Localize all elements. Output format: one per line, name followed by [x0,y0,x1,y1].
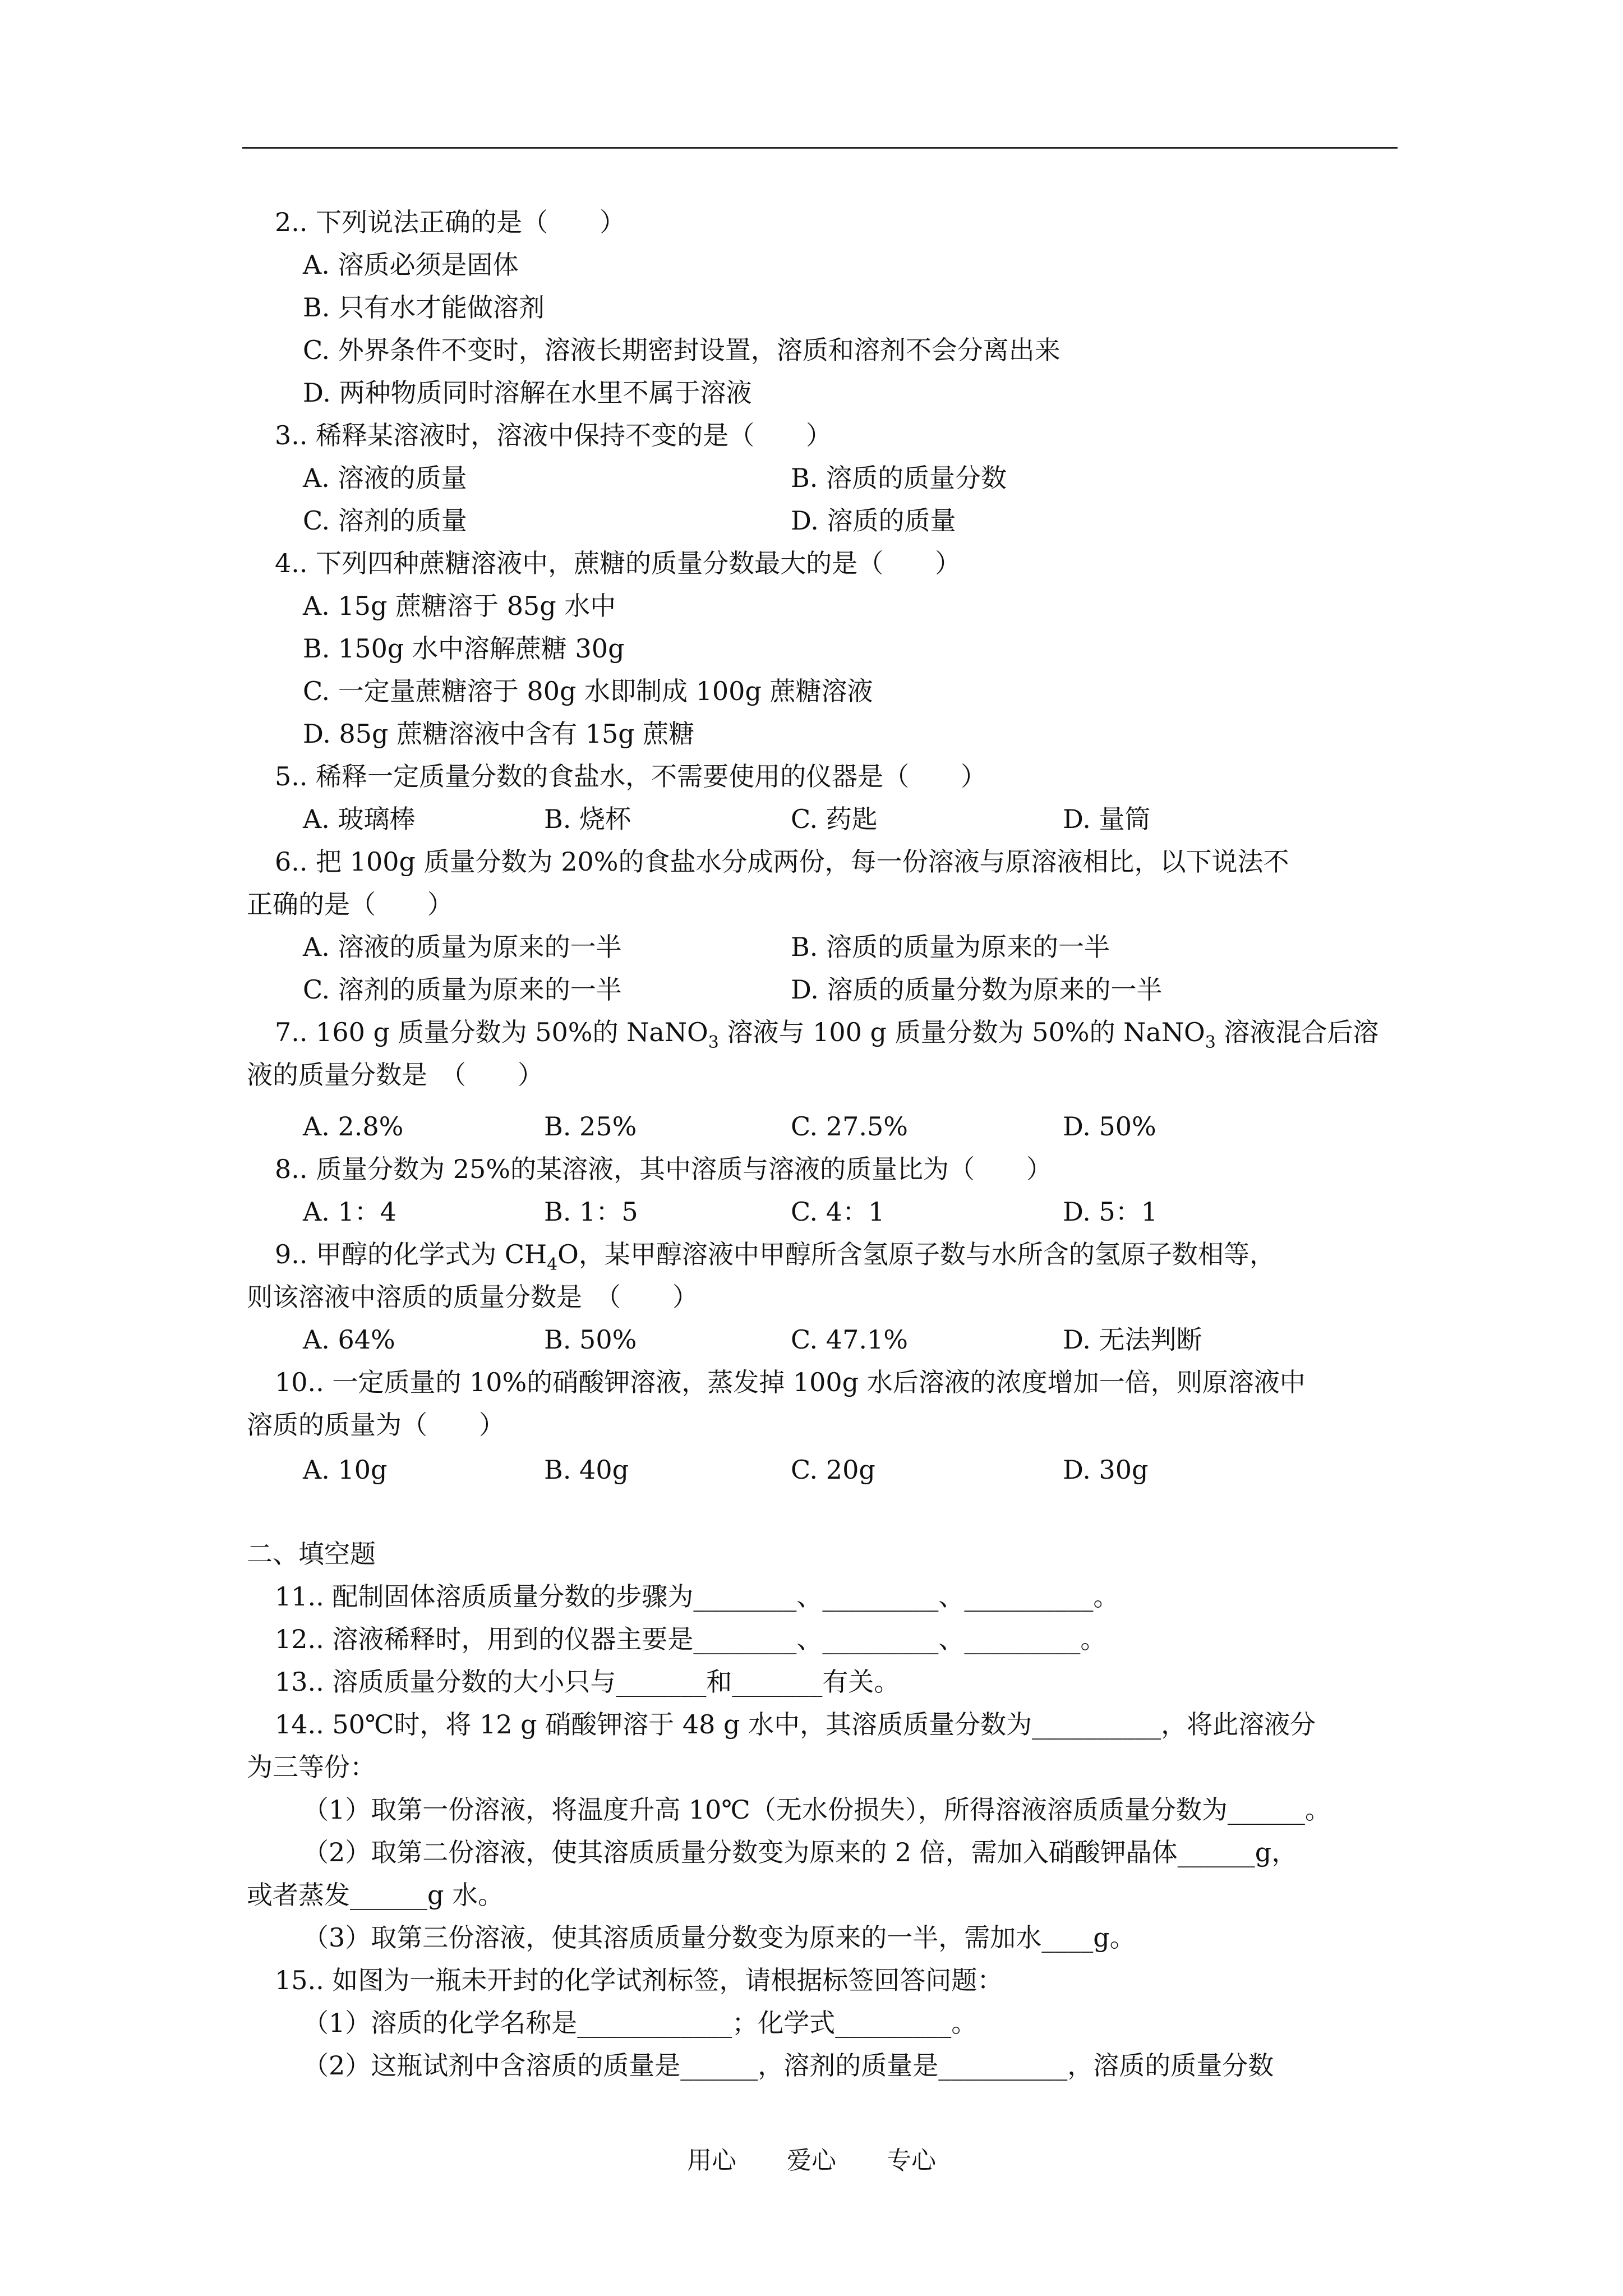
question-14-part-2-continued: 或者蒸发______g 水。 [247,1880,504,1910]
question-7-option-c: C. 27.5% [791,1111,908,1142]
question-2-option-c: C. 外界条件不变时，溶液长期密封设置，溶质和溶剂不会分离出来 [303,335,1061,365]
question-2-option-d: D. 两种物质同时溶解在水里不属于溶液 [303,378,752,408]
question-8-stem: 8.. 质量分数为 25%的某溶液，其中溶质与溶液的质量比为（ ） [275,1154,1052,1184]
page-footer [0,2140,1623,2176]
question-5-stem: 5.. 稀释一定质量分数的食盐水，不需要使用的仪器是（ ） [275,761,987,792]
question-5-option-c: C. 药匙 [791,804,878,834]
question-14-part-3: （3）取第三份溶液，使其溶质质量分数变为原来的一半，需加水____g。 [303,1922,1136,1953]
question-7-option-b: B. 25% [544,1111,637,1142]
question-2-stem: 2.. 下列说法正确的是（ ） [275,207,626,237]
footer-text-2: 爱心 [787,2146,836,2175]
question-8-option-d: D. 5：1 [1063,1197,1158,1227]
question-2-option-a: A. 溶质必须是固体 [303,250,519,280]
question-2-option-b: B. 只有水才能做溶剂 [303,292,545,323]
question-9-option-d: D. 无法判断 [1063,1324,1202,1355]
footer-text-3: 专心 [887,2146,936,2175]
question-8-option-a: A. 1：4 [303,1197,396,1227]
question-5-option-b: B. 烧杯 [544,804,631,834]
question-7-option-a: A. 2.8% [303,1111,404,1142]
header-rule [242,147,1398,149]
question-4-stem: 4.. 下列四种蔗糖溶液中，蔗糖的质量分数最大的是（ ） [275,548,961,578]
question-14-part-2: （2）取第二份溶液，使其溶质质量分数变为原来的 2 倍，需加入硝酸钾晶体______g， [303,1837,1298,1867]
question-7-stem-part-1: 7.. 160 g 质量分数为 50%的 NaNO [275,1017,708,1047]
question-3-option-d: D. 溶质的质量 [791,505,956,536]
question-9-stem [275,1237,1275,1274]
question-4-option-d: D. 85g 蔗糖溶液中含有 15g 蔗糖 [303,719,695,749]
question-15-part-2: （2）这瓶试剂中含溶质的质量是______，溶剂的质量是__________，溶质的质量分数 [303,2050,1274,2081]
question-9-option-c: C. 47.1% [791,1324,908,1355]
question-9-stem-continued: 则该溶液中溶质的质量分数是 （ ） [247,1282,698,1312]
question-5-option-a: A. 玻璃棒 [303,804,416,834]
question-10-stem: 10.. 一定质量的 10%的硝酸钾溶液，蒸发掉 100g 水后溶液的浓度增加一倍，则原溶液中 [275,1367,1306,1397]
section-heading: 二、填空题 [247,1539,376,1569]
question-15-stem: 15.. 如图为一瓶未开封的化学试剂标签，请根据标签回答问题： [275,1965,1003,1995]
question-7-stem [275,1015,1379,1052]
question-10-option-a: A. 10g [303,1455,388,1485]
question-3-option-b: B. 溶质的质量分数 [791,463,1007,493]
question-6-stem-continued: 正确的是（ ） [247,889,453,919]
question-7-option-d: D. 50% [1063,1111,1156,1142]
question-10-stem-continued: 溶质的质量为（ ） [247,1410,505,1440]
question-13: 13.. 溶质质量分数的大小只与_______和_______有关。 [275,1667,900,1697]
question-3-stem: 3.. 稀释某溶液时，溶液中保持不变的是（ ） [275,420,832,450]
question-15-part-1: （1）溶质的化学名称是____________；化学式_________。 [303,2008,978,2038]
subscript-3: 3 [708,1033,719,1052]
footer-text-1: 用心 [687,2146,736,2175]
question-10-option-d: D. 30g [1063,1455,1149,1485]
subscript-4: 4 [547,1255,558,1274]
question-5-option-d: D. 量筒 [1063,804,1151,834]
question-9-stem-part-1: 9.. 甲醇的化学式为 CH [275,1239,547,1269]
question-7-stem-part-3: 溶液混合后溶 [1215,1017,1379,1047]
question-6-option-c: C. 溶剂的质量为原来的一半 [303,974,622,1005]
question-6-option-d: D. 溶质的质量分数为原来的一半 [791,974,1163,1005]
question-11: 11.. 配制固体溶质质量分数的步骤为________、_________、__________。 [275,1581,1119,1612]
question-9-option-a: A. 64% [303,1324,395,1355]
question-8-option-c: C. 4：1 [791,1197,885,1227]
question-10-option-b: B. 40g [544,1455,629,1485]
question-14-part-1: （1）取第一份溶液，将温度升高 10℃（无水份损失），所得溶液溶质质量分数为______。 [303,1795,1331,1825]
question-14-stem-continued: 为三等份： [247,1752,376,1782]
question-8-option-b: B. 1：5 [544,1197,638,1227]
question-7-stem-part-2: 溶液与 100 g 质量分数为 50%的 NaNO [718,1017,1205,1047]
question-3-option-a: A. 溶液的质量 [303,463,467,493]
question-6-stem: 6.. 把 100g 质量分数为 20%的食盐水分成两份，每一份溶液与原溶液相比，以下说法不 [275,846,1289,877]
question-6-option-a: A. 溶液的质量为原来的一半 [303,932,622,962]
question-12: 12.. 溶液稀释时，用到的仪器主要是________、_________、_________。 [275,1624,1106,1654]
question-3-option-c: C. 溶剂的质量 [303,505,467,536]
question-14-stem: 14.. 50℃时，将 12 g 硝酸钾溶于 48 g 水中，其溶质质量分数为__________，将此溶液分 [275,1709,1316,1740]
question-4-option-b: B. 150g 水中溶解蔗糖 30g [303,633,625,664]
question-4-option-a: A. 15g 蔗糖溶于 85g 水中 [303,591,616,621]
question-7-stem-continued: 液的质量分数是 （ ） [247,1060,543,1090]
question-4-option-c: C. 一定量蔗糖溶于 80g 水即制成 100g 蔗糖溶液 [303,676,873,706]
question-9-option-b: B. 50% [544,1324,637,1355]
question-9-stem-part-2: O，某甲醇溶液中甲醇所含氢原子数与水所含的氢原子数相等， [557,1239,1275,1269]
question-10-option-c: C. 20g [791,1455,875,1485]
subscript-3: 3 [1205,1033,1216,1052]
question-6-option-b: B. 溶质的质量为原来的一半 [791,932,1110,962]
